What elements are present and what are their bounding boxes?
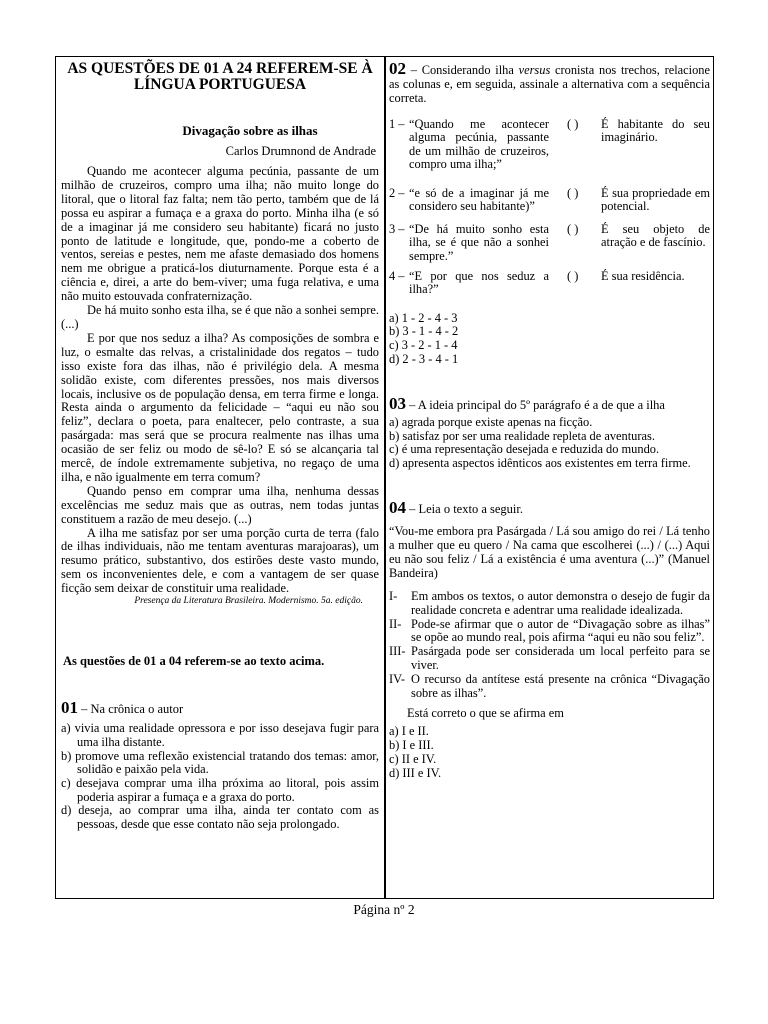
paragraph-1: Quando me acontecer alguma pecúnia, passante de um milhão de cruzeiros, compro uma ilha; não muito longe do litoral, que o litoral faz falta; nem tão perto, também que de lá possa eu aspirar a fumaça e a graxa do porto. Minha ilha (e só de a imaginar já me considero seu habitante) ficará no justo ponto de latitude e longitude, que, pondo-me a coberto de ventos, sereias e pestes, nem me afaste demasiado dos homens nem me obrigue a praticá-los diuturnamente. Porque esta é a ciência e, direi, a arte do bem-viver; uma fuga relativa, e uma não muito estouvada confraternização. [61, 164, 379, 304]
questions-reference: As questões de 01 a 04 referem-se ao texto acima. [63, 654, 325, 669]
statements [389, 590, 710, 700]
option-c[interactable]: c) 3 - 2 - 1 - 4 [389, 338, 458, 353]
paragraph-5: A ilha me satisfaz por ser uma porção curta de terra (falo de ilhas individuais, não me tentam aventuras marajoaras), um resumo prático, substantivo, dos estirões deste vasto mundo, sem os inconvenientes dele, e com a vantagem de ser quase ficção sem deixar de constituir uma realidade. [61, 525, 379, 596]
question-number: 04 [389, 497, 406, 517]
question-prompt: Está correto o que se afirma em [407, 706, 564, 721]
match-row: 1 – “Quando me acontecer alguma pecúnia, passante de um milhão de cruzeiros, compro uma ilha;” ( ) É habitante do seu imaginário. [389, 118, 710, 187]
option-c[interactable]: c) II e IV. [389, 751, 437, 766]
question-number: 02 [389, 59, 406, 78]
match-row: 2 – “e só de a imaginar já me considero seu habitante)” ( ) É sua propriedade em potencial. [389, 187, 710, 223]
question-02-stem: 02 – Considerando ilha versus cronista nos trechos, relacione as colunas e, em seguida, assinale a alternativa com a sequência correta. [389, 59, 710, 106]
text-title: Divagação sobre as ilhas [182, 123, 318, 138]
answer-blank[interactable]: ( ) [567, 185, 579, 200]
option-d[interactable]: d) 2 - 3 - 4 - 1 [389, 352, 459, 366]
answer-options [389, 312, 710, 367]
page-number: Página nº 2 [353, 902, 415, 917]
match-row: 3 – “De há muito sonho esta ilha, se é que não a sonhei sempre.” ( ) É seu objeto de atração e de fascínio. [389, 223, 710, 270]
answer-options [389, 725, 710, 780]
option-a[interactable]: a) I e II. [389, 724, 429, 739]
option-c[interactable]: c) desejava comprar uma ilha próxima ao litoral, pois assim poderia aspirar a fumaça e a graxa do porto. [61, 775, 379, 804]
option-a[interactable]: a) agrada porque existe apenas na ficção. [389, 414, 593, 429]
option-d[interactable]: d) deseja, ao comprar uma ilha, ainda ter contato com as pessoas, desde que esse contato não seja prolongado. [61, 803, 379, 832]
answer-blank[interactable]: ( ) [567, 116, 579, 131]
option-a[interactable]: a) vivia uma realidade opressora e por isso desejava fugir para uma ilha distante. [61, 721, 379, 749]
answer-blank[interactable]: ( ) [567, 221, 579, 236]
statement-i: I- Em ambos os textos, o autor demonstra o desejo de fugir da realidade concreta e adentrar uma realidade idealizada. [389, 588, 710, 617]
question-number: 01 [61, 698, 78, 718]
option-d[interactable]: d) apresenta aspectos idênticos aos existentes em terra firme. [389, 456, 691, 471]
question-04 [389, 497, 710, 781]
text-source: Presença da Literatura Brasileira. Modernismo. 5a. edição. [134, 596, 363, 607]
question-stem: – A ideia principal do 5º parágrafo é a de que a ilha [406, 397, 665, 412]
column-divider [384, 56, 386, 899]
answer-options [389, 416, 710, 471]
paragraph-3: E por que nos seduz a ilha? As composições de sombra e luz, o esmalte das relvas, a cristalinidade dos regatos – tudo isso existe fora das ilhas, não é privilégio dela. A mesma solidão existe, com diferentes pressões, nos mais diversos locais, inclusive os de população densa, em terra firme e longa. Resta ainda o argumento da felicidade – “aqui eu não sou feliz”, declara o poeta, para enaltecer, pelo contraste, a sua pasárgada: mas será que se procura realmente nas ilhas uma ocasião de ser feliz ou modo de sê-lo? E só se alcançaria tal mercê, de índole extremamente subjetiva, no regaço de uma ilha, e não igualmente em terra comum? [61, 330, 379, 484]
question-number: 03 [389, 393, 406, 413]
left-column [57, 60, 383, 832]
question-01 [61, 698, 379, 832]
matching-columns [389, 118, 710, 306]
option-c[interactable]: c) é uma representação desejada e reduzida do mundo. [389, 442, 660, 457]
question-03 [389, 393, 710, 471]
passage [61, 165, 379, 596]
answer-options [61, 722, 379, 832]
statement-ii: II- Pode-se afirmar que o autor de “Divagação sobre as ilhas” se opõe ao mundo real, pois afirma “aqui eu não sou feliz”. [389, 616, 710, 645]
paragraph-2: De há muito sonho esta ilha, se é que não a sonhei sempre. (...) [61, 303, 379, 331]
section-title: AS QUESTÕES DE 01 A 24 REFEREM-SE À LÍNGUA PORTUGUESA [67, 60, 373, 93]
right-column [388, 60, 712, 781]
text-author: Carlos Drumnond de Andrade [225, 144, 376, 158]
option-b[interactable]: b) 3 - 1 - 4 - 2 [389, 324, 459, 339]
answer-blank[interactable]: ( ) [567, 268, 579, 283]
question-stem: – Leia o texto a seguir. [406, 501, 523, 516]
option-a[interactable]: a) 1 - 2 - 4 - 3 [389, 310, 458, 325]
paragraph-4: Quando penso em comprar uma ilha, nenhuma dessas excelências me seduz mais que as outras, nem todas juntas constituem a razão de meu desejo. (...) [61, 483, 379, 526]
bandeira-quote: “Vou-me embora pra Pasárgada / Lá sou amigo do rei / Lá tenho a mulher que eu quero / Na cama que escolherei (...) / (...) Aqui eu não sou feliz / Lá a existência é uma aventura (...)” (Manuel Bandeira) [389, 523, 710, 580]
statement-iii: III- Pasárgada pode ser considerada um local perfeito para se viver. [389, 644, 710, 672]
match-row: 4 – “E por que nos seduz a ilha?” ( ) É sua residência. [389, 270, 710, 306]
option-b[interactable]: b) I e III. [389, 738, 434, 753]
option-b[interactable]: b) promove uma reflexão existencial tratando dos temas: amor, solidão e paixão pela vida. [61, 748, 379, 777]
option-d[interactable]: d) III e IV. [389, 765, 442, 780]
question-stem: – Na crônica o autor [78, 702, 184, 717]
option-b[interactable]: b) satisfaz por ser uma realidade repleta de aventuras. [389, 428, 655, 443]
statement-iv: IV- O recurso da antítese está presente na crônica “Divagação sobre as ilhas”. [389, 671, 710, 700]
